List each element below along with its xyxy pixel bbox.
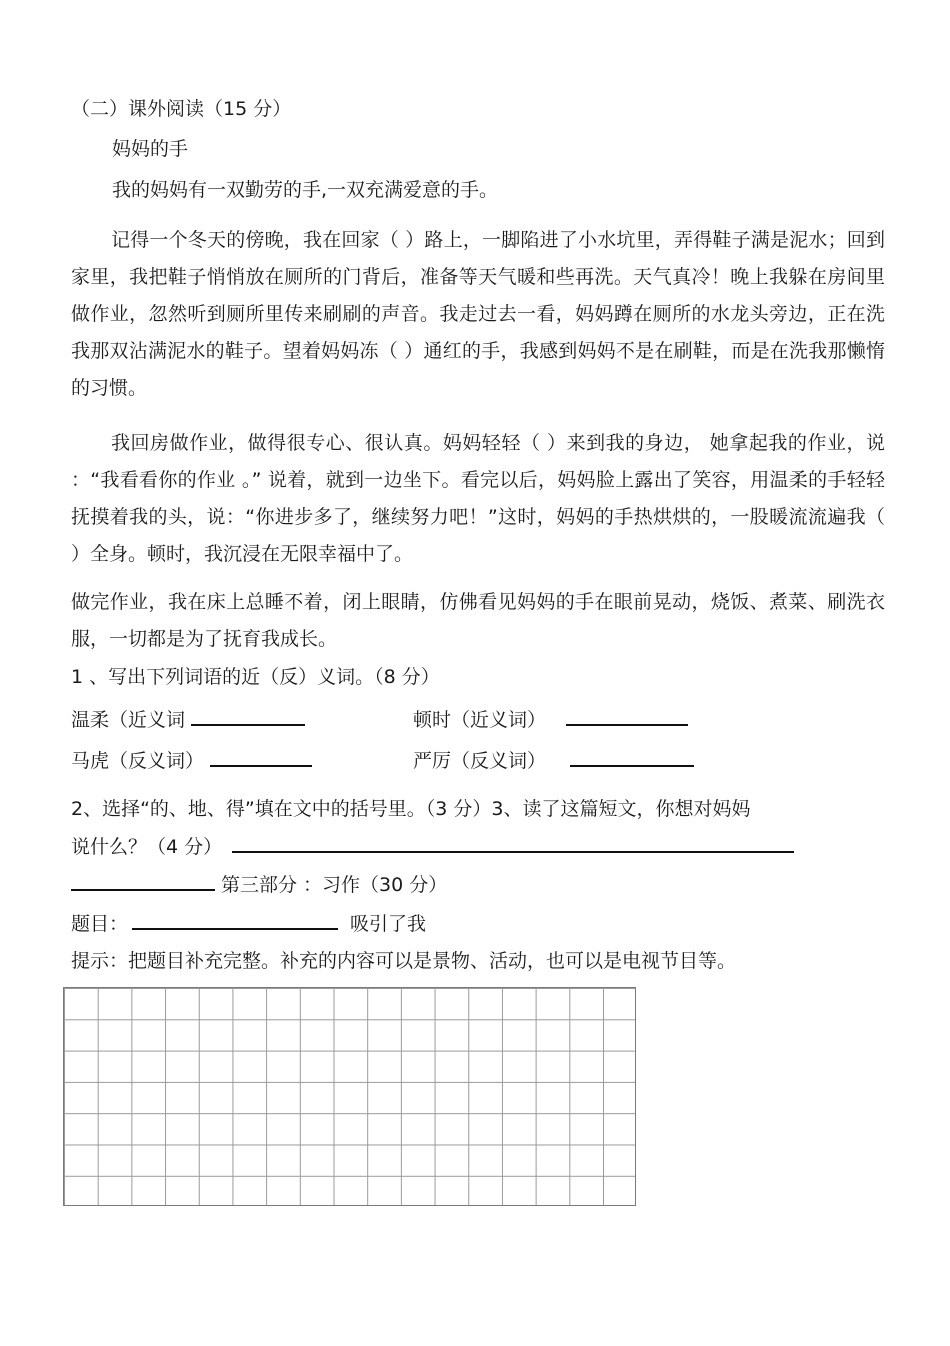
q1-item-gentle	[71, 704, 305, 732]
q1-item-label: 严厉（反义词）	[413, 750, 547, 772]
q1-item-suddenly	[413, 704, 688, 732]
topic-suffix: 吸引了我	[350, 913, 427, 935]
q1-item-label: 马虎（反义词）	[71, 750, 205, 772]
q1-item-careless	[71, 745, 312, 773]
answer-line[interactable]	[232, 831, 794, 853]
q1-item-strict	[413, 745, 694, 773]
question-3-prompt-line2	[71, 831, 794, 859]
answer-blank[interactable]	[566, 704, 688, 726]
essay-hint: 提示：把题目补充完整。补充的内容可以是景物、活动，也可以是电视节目等。	[71, 950, 737, 972]
question-1-prompt: 1 、写出下列词语的近（反）义词。（8 分）	[71, 666, 440, 688]
q1-item-label: 顿时（近义词）	[413, 709, 547, 731]
q1-item-label: 温柔（近义词	[71, 709, 186, 731]
question-2-3-prompt: 2、选择“的、地、得”填在文中的括号里。（3 分）3、读了这篇短文，你想对妈妈	[71, 798, 751, 820]
answer-blank[interactable]	[570, 745, 694, 767]
answer-blank[interactable]	[210, 745, 312, 767]
story-title: 妈妈的手	[112, 138, 189, 160]
q3-prompt-text: 说什么？（4 分）	[71, 836, 223, 858]
essay-topic	[71, 908, 426, 936]
answer-blank[interactable]	[191, 704, 305, 726]
topic-blank[interactable]	[132, 908, 338, 930]
story-paragraph-2: 我回房做作业，做得很专心、很认真。妈妈轻轻（ ）来到我的身边， 她拿起我的作业，说 ：“我看看你的作业 。” 说着，就到一边坐下。看完以后，妈妈脸上露出了笑容，用温柔的手轻轻抚摸着我的头，说：“你进步多了，继续努力吧！”这时，妈妈的手热烘烘的，一股暖流流遍我（ ）全身。顿时，我沉浸在无限幸福中了。	[71, 432, 885, 565]
writing-grid[interactable]	[63, 987, 636, 1206]
answer-line[interactable]	[71, 869, 215, 891]
part-3-header	[71, 869, 447, 897]
section-header: （二）课外阅读（15 分）	[71, 98, 292, 120]
story-paragraph-3: 做完作业，我在床上总睡不着，闭上眼睛，仿佛看见妈妈的手在眼前晃动，烧饭、煮菜、刷洗衣服，一切都是为了抚育我成长。	[71, 591, 885, 650]
story-intro: 我的妈妈有一双勤劳的手,一双充满爱意的手。	[112, 179, 499, 201]
part-3-title: 第三部分 ：习作（30 分）	[221, 874, 448, 896]
story-paragraph-1: 记得一个冬天的傍晚，我在回家（ ）路上，一脚陷进了小水坑里，弄得鞋子满是泥水；回到家里，我把鞋子悄悄放在厕所的门背后，准备等天气暖和些再洗。天气真冷！晚上我躲在房间里做作业，忽然听到厕所里传来刷刷的声音。我走过去一看，妈妈蹲在厕所的水龙头旁边，正在洗我那双沾满泥水的鞋子。望着妈妈冻（ ）通红的手，我感到妈妈不是在刷鞋，而是在洗我那懒惰的习惯。	[71, 229, 885, 399]
topic-label: 题目：	[71, 913, 129, 935]
